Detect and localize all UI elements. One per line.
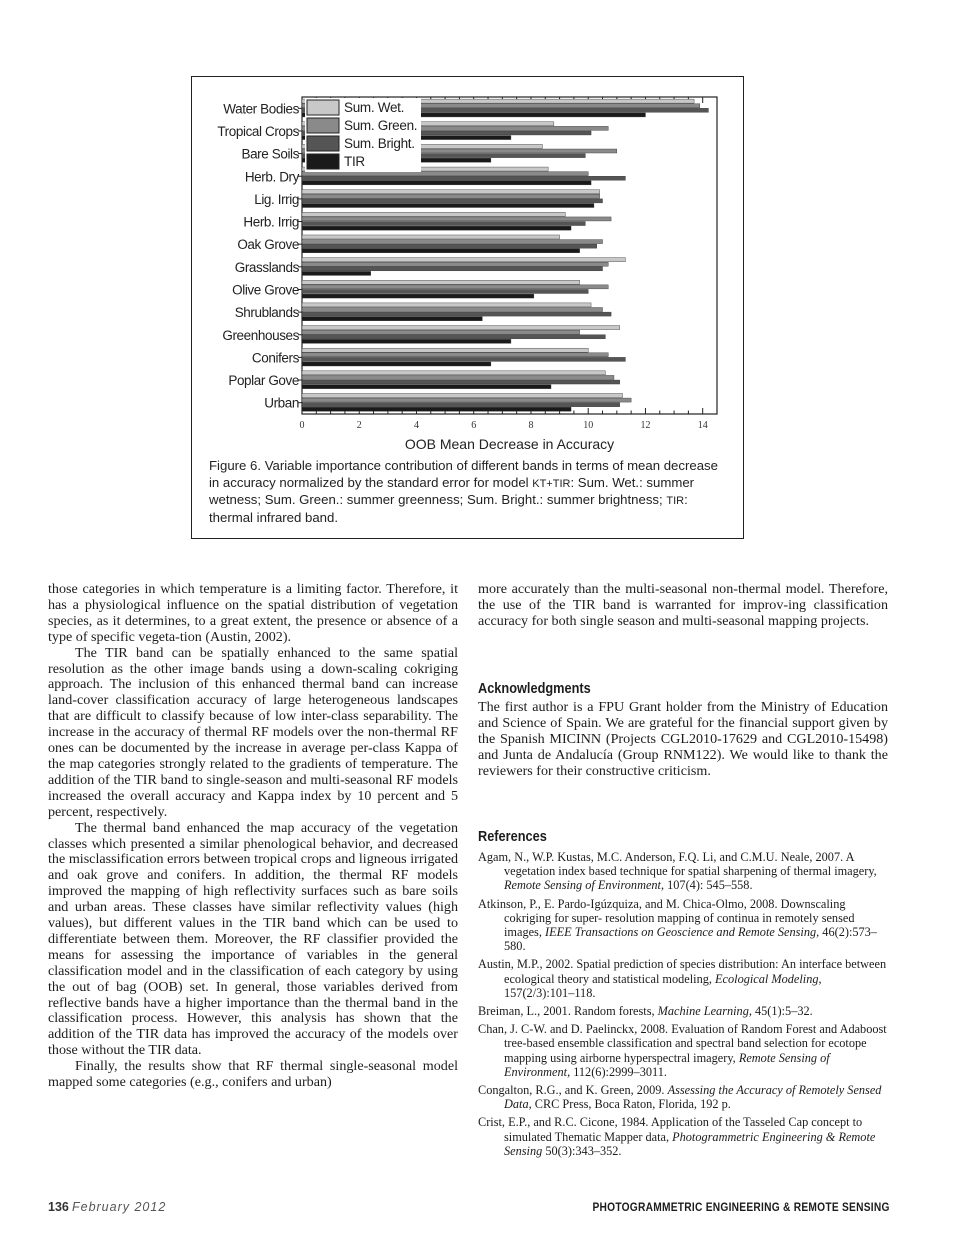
figure-caption (209, 458, 729, 526)
bar (302, 326, 620, 330)
journal-name: PHOTOGRAMMETRIC ENGINEERING & REMOTE SENSING (592, 1200, 890, 1214)
category-label: Urban (264, 395, 299, 411)
bar (302, 357, 625, 361)
x-tick-label: 8 (528, 420, 534, 431)
category-label: Grasslands (234, 259, 299, 275)
acknowledgments-heading: Acknowledgments (478, 681, 591, 697)
reference-item: Agam, N., W.P. Kustas, M.C. Anderson, F.Q. Li, and C.M.U. Neale, 2007. A vegetation index based technique for spatial sharpening of thermal imagery, Remote Sensing of Environment, 107(4): 545–558. (478, 850, 877, 893)
paragraph: Finally, the results show that RF thermal single-seasonal model mapped some categories (e.g., conifers and urban) (48, 1058, 458, 1091)
caption-model: KT+TIR (532, 477, 571, 490)
legend-swatch (307, 118, 339, 133)
legend-label: Sum. Bright. (344, 136, 415, 151)
x-tick-label: 2 (356, 420, 362, 431)
caption-text: Figure 6. Variable importance contribution of different bands in terms of mean decrease in accuracy normalized by the standard error for model (209, 458, 718, 490)
references-heading: References (478, 829, 547, 845)
bar (302, 249, 580, 253)
bar (302, 393, 623, 397)
acknowledgments-text: The first author is a FPU Grant holder from the Ministry of Education and Science of Spain. We are grateful for the financial support given by the Spanish MICINN (Projects CGL2010-17629 and CGL2010-15498) and Junta de Andalucía (Group RNM122). We would like to thank the reviewers for their constructive criticism. (478, 699, 888, 779)
left-column (48, 582, 458, 1091)
bar (302, 375, 614, 379)
bar (302, 398, 631, 402)
bar (302, 226, 571, 230)
bar (302, 199, 603, 203)
legend-label: Sum. Green. (344, 118, 418, 133)
reference-item: Austin, M.P., 2002. Spatial prediction of species distribution: An interface between ecological theory and statistical modeling, Ecological Modeling, 157(2/3):101–118. (478, 957, 887, 1000)
caption-tir: TIR (666, 495, 685, 507)
page-number: 136 (48, 1200, 69, 1214)
category-label: Greenhouses (222, 327, 299, 343)
paragraph: more accurately than the multi-seasonal non-thermal model. Therefore, the use of the TIR band is warranted for improv-ing classification accuracy for both single season and multi-seasonal mapping projects. (478, 581, 888, 629)
reference-item: Congalton, R.G., and K. Green, 2009. Assessing the Accuracy of Remotely Sensed Data, CRC Press, Boca Raton, Florida, 192 p. (478, 1083, 882, 1112)
legend-swatch (307, 136, 339, 151)
bar (302, 190, 600, 194)
caption-text-2: : Sum. Wet.: summer wetness; Sum. Green.: summer greenness; Sum. Bright.: summer brightness; (209, 474, 695, 507)
bar (302, 240, 603, 244)
legend-label: TIR (344, 154, 365, 169)
bar (302, 271, 371, 275)
bar (302, 244, 597, 248)
bar (302, 172, 588, 176)
category-label: Herb. Dry (244, 169, 299, 185)
category-label: Tropical Crops (217, 123, 299, 139)
page-footer-left (48, 1200, 166, 1215)
paragraph: The TIR band can be spatially enhanced to the same spatial resolution as the other image bands using a down-scaling cokriging approach. The inclusion of this enhanced thermal band can increase land-cover classification accuracy of large heterogeneous landscapes that are difficult to classify because of low inter-class separability. The increase in the accuracy of thermal RF models over the non-thermal RF ones can be documented by the increase in average per-class Kappa of the map categories strongly related to the gradients of temperature. The addition of the TIR band to single-season and multi-seasonal RF models increased the overall accuracy and Kappa index by 10 percent and 5 percent, respectively. (48, 644, 458, 820)
category-label: Lig. Irrig (254, 191, 299, 207)
bar (302, 380, 620, 384)
bar (302, 303, 591, 307)
paragraph: those categories in which temperature is a limiting factor. Therefore, it has a physiological influence on the spatial distribution of vegetation species, as it determines, to a great extent, the presence or absence of a type of specific vegeta-tion (Austin, 2002). (48, 581, 458, 645)
bar (302, 403, 620, 407)
x-tick-label: 14 (697, 420, 708, 431)
x-tick-label: 10 (583, 420, 594, 431)
legend-swatch (307, 100, 339, 115)
right-column (478, 581, 888, 1158)
category-label: Water Bodies (223, 101, 299, 117)
bar (302, 262, 608, 266)
legend-label: Sum. Wet. (344, 100, 405, 115)
bar (302, 407, 571, 411)
x-tick-label: 0 (299, 420, 305, 431)
x-tick-label: 12 (640, 420, 651, 431)
bar (302, 181, 591, 185)
bar (302, 335, 605, 339)
bar (302, 312, 611, 316)
bar (302, 203, 594, 207)
x-tick-label: 6 (471, 420, 477, 431)
bar (302, 222, 585, 226)
reference-list (478, 850, 888, 1162)
bar (302, 280, 580, 284)
bar (302, 176, 625, 180)
reference-item: Chan, J. C-W. and D. Paelinckx, 2008. Evaluation of Random Forest and Adaboost tree-based ensemble classification and spectral band selection for ecotope mapping using airborne hyperspectral imagery, Remote Sensing of Environment, 112(6):2999–3011. (478, 1022, 887, 1079)
bar (302, 194, 600, 198)
issue-date: February 2012 (71, 1200, 167, 1214)
legend-swatch (307, 154, 339, 169)
bar (302, 294, 534, 298)
category-label: Shrublands (234, 305, 299, 321)
bar (302, 308, 603, 312)
bar (302, 217, 611, 221)
category-label: Poplar Gove (228, 373, 299, 389)
bar-chart (192, 77, 745, 457)
bar (302, 285, 608, 289)
x-axis-label: OOB Mean Decrease in Accuracy (404, 436, 615, 452)
reference-item: Breiman, L., 2001. Random forests, Machine Learning, 45(1):5–32. (478, 1004, 813, 1019)
category-label: Herb. Irrig (243, 214, 299, 230)
reference-item: Crist, E.P., and R.C. Cicone, 1984. Application of the Tasseled Cap concept to simulated Thematic Mapper data, Photogrammetric Engineering & Remote Sensing 50(3):343–352. (478, 1115, 876, 1158)
reference-item: Atkinson, P., E. Pardo-Igúzquiza, and M. Chica-Olmo, 2008. Downscaling cokriging for super- resolution mapping of continua in remotely sensed images, IEEE Transactions on Geoscience and Remote Sensing, 46(2):573–580. (478, 896, 877, 954)
category-label: Olive Grove (232, 282, 299, 298)
caption-end: : thermal infrared band. (209, 492, 688, 525)
bar (302, 353, 608, 357)
category-label: Bare Soils (241, 146, 299, 162)
x-tick-label: 4 (413, 420, 419, 431)
bar (302, 235, 560, 239)
bar (302, 317, 482, 321)
bar (302, 362, 491, 366)
bar (302, 267, 603, 271)
bar (302, 212, 565, 216)
bar (302, 330, 580, 334)
bar (302, 258, 625, 262)
bar (302, 348, 588, 352)
bar (302, 289, 588, 293)
bar (302, 371, 605, 375)
bar (302, 339, 511, 343)
category-label: Oak Grove (237, 237, 299, 253)
category-label: Conifers (251, 350, 299, 366)
bar (302, 385, 551, 389)
paragraph: The thermal band enhanced the map accuracy of the vegetation classes which presented a similar phenological behavior, and decreased the misclassification errors between tropical crops and ligneous irrigated and oak grove and conifers. In addition, the thermal RF models improved the mapping of high reflectivity surfaces such as bare soils and urban areas. These classes have similar reflectivity values (high values), but different values in the TIR band which can be used to differentiate between them. Moreover, the RF classifier provided the means for assessing the importance of variables in the general classification model and in the classification of each category by using the out of bag (OOB) set. In general, those variables derived from reflective bands have a higher importance than the thermal band in the classification process. However, this analysis has shown that the addition of the TIR data has improved the accuracy of the models over those without the TIR data. (48, 819, 458, 1059)
